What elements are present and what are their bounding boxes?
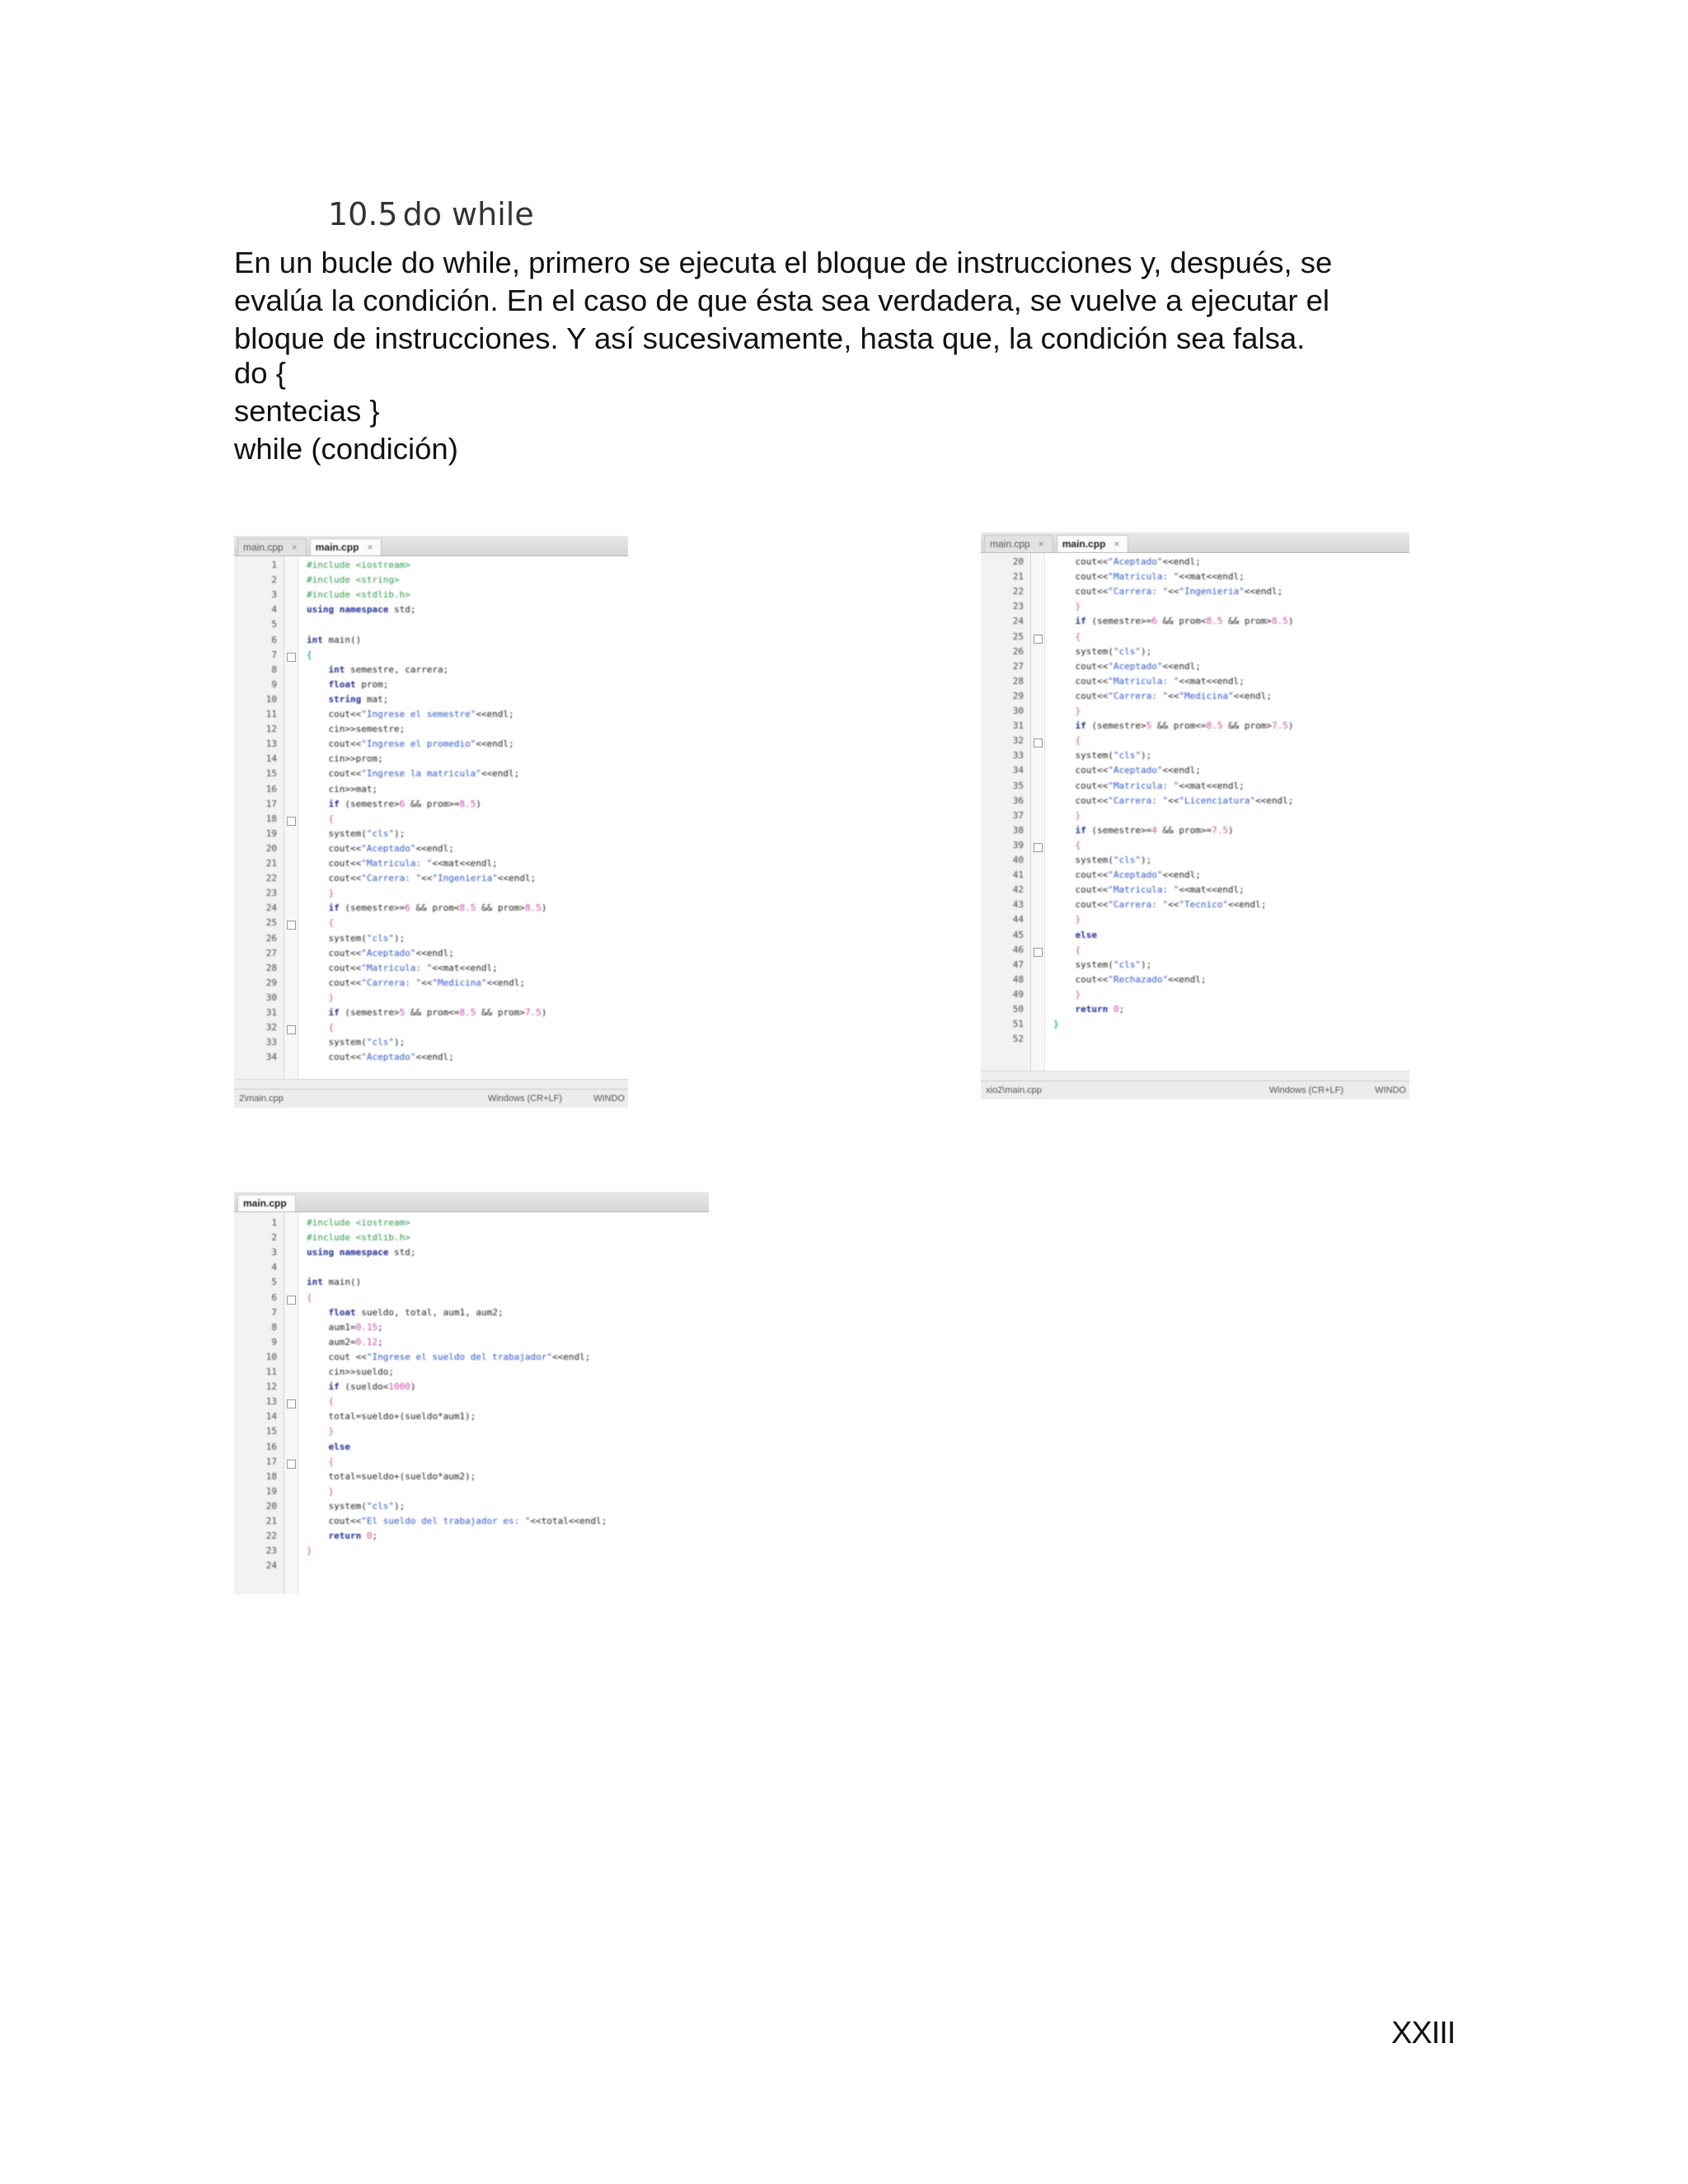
code-line: if (semestre>=6 && prom<8.5 && prom>8.5) (1053, 616, 1294, 627)
code-line: #include <stdlib.h> (307, 589, 410, 601)
line-number: 17 (265, 798, 277, 809)
line-number: 4 (271, 604, 277, 616)
line-number: 49 (1012, 988, 1024, 1000)
line-number: 1 (271, 560, 277, 570)
code-line: using namespace std; (307, 604, 416, 616)
fold-toggle-icon[interactable] (287, 1399, 296, 1408)
code-line: cin>>prom; (307, 753, 383, 765)
fold-margin (1031, 553, 1045, 1099)
line-number: 38 (1012, 824, 1024, 836)
line-number: 8 (271, 1321, 277, 1333)
line-number: 2 (271, 574, 277, 586)
line-number: 6 (271, 1291, 277, 1303)
code-line: string mat; (328, 693, 389, 705)
line-number: 36 (1012, 794, 1024, 806)
line-number: 32 (1012, 735, 1024, 747)
fold-toggle-icon[interactable] (287, 1296, 296, 1305)
close-icon[interactable]: × (367, 541, 373, 553)
line-number: 50 (1012, 1004, 1024, 1015)
line-number: 1 (271, 1217, 277, 1228)
close-icon[interactable]: × (1114, 538, 1120, 550)
line-number: 15 (265, 1426, 277, 1437)
code-line: } (1053, 988, 1081, 1000)
status-encoding: WINDO (593, 1094, 625, 1104)
code-line: return 0; (1053, 1004, 1125, 1015)
line-number: 16 (265, 1441, 277, 1452)
line-number: 41 (1012, 869, 1024, 881)
code-line: cout<<"Ingrese el semestre"<<endl; (307, 709, 514, 719)
line-number: 30 (265, 991, 277, 1003)
code-line: cin>>semestre; (307, 724, 406, 735)
editor-tab-bar (981, 532, 1409, 553)
status-bar (234, 1089, 628, 1108)
fold-toggle-icon[interactable] (287, 1460, 296, 1469)
code-line: } (307, 888, 335, 899)
code-line: cout<<"Ingrese la matricula"<<endl; (307, 768, 520, 780)
editor-body (234, 1212, 709, 1594)
code-line: } (1053, 809, 1081, 821)
line-number: 44 (1012, 914, 1024, 926)
line-number: 13 (265, 1396, 277, 1408)
code-line: aum2=0.12; (307, 1336, 383, 1347)
line-number: 8 (271, 663, 277, 675)
editor-body (981, 553, 1409, 1099)
paragraph-line: En un bucle do while, primero se ejecuta el bloque de instrucciones y, después, se (234, 246, 1333, 279)
code-line: { (307, 649, 312, 660)
code-line: if (semestre>5 && prom<=8.5 && prom>7.5) (307, 1007, 547, 1018)
code-line: cout<<"Matricula: "<<mat<<endl; (1053, 675, 1245, 687)
code-line: #include <stdlib.h> (307, 1232, 410, 1244)
code-line: cout<<"Rechazado"<<endl; (1053, 973, 1207, 985)
syntax-line: while (condición) (234, 432, 458, 466)
do-while-syntax (234, 354, 458, 468)
fold-margin (284, 556, 298, 1108)
code-line: using namespace std; (307, 1247, 416, 1258)
code-line: system("cls"); (307, 1500, 406, 1511)
line-number: 25 (1012, 630, 1024, 642)
line-number: 52 (1012, 1033, 1024, 1045)
code-line: return 0; (307, 1530, 378, 1542)
line-number: 22 (265, 1530, 277, 1542)
code-line: aum1=0.15; (307, 1321, 383, 1333)
line-number: 11 (265, 709, 277, 719)
line-number: 18 (265, 1470, 277, 1482)
code-line: cout<<"Matricula: "<<mat<<endl; (1053, 571, 1245, 583)
code-line: cout<<"Matricula: "<<mat<<endl; (1053, 884, 1245, 896)
line-number: 28 (1012, 675, 1024, 687)
editor-tab-active[interactable]: main.cpp × (310, 538, 382, 555)
ide-screenshot-top-right (981, 532, 1409, 1099)
code-line: if (sueldo<1000) (307, 1381, 416, 1393)
line-number: 23 (265, 888, 277, 899)
editor-tab[interactable]: main.cpp × (984, 535, 1053, 552)
syntax-line: do { (234, 356, 286, 390)
code-line: total=sueldo+(sueldo*aum2); (307, 1470, 476, 1482)
code-line: total=sueldo+(sueldo*aum1); (307, 1411, 476, 1422)
code-line: if (semestre>5 && prom<=8.5 && prom>7.5) (1053, 720, 1294, 732)
editor-tab-bar (234, 1192, 709, 1212)
code-line: cout <<"Ingrese el sueldo del trabajador"<<endl; (307, 1351, 591, 1362)
section-heading (328, 196, 534, 232)
line-number: 34 (1012, 765, 1024, 776)
code-line: { (1053, 630, 1081, 642)
line-number: 26 (1012, 645, 1024, 657)
line-number: 45 (1012, 929, 1024, 940)
line-number: 43 (1012, 899, 1024, 911)
line-number: 5 (271, 1277, 277, 1288)
code-line: { (307, 1455, 335, 1467)
line-number: 39 (1012, 839, 1024, 851)
code-line: if (semestre>=4 && prom>=7.5) (1053, 824, 1234, 836)
code-line: { (307, 1291, 312, 1303)
line-number: 33 (265, 1037, 277, 1048)
code-line: { (307, 917, 335, 929)
code-line: int semestre, carrera; (328, 663, 449, 675)
status-line-ending: Windows (CR+LF) (1268, 1085, 1343, 1095)
code-line: cout<<"Carrera: "<<"Ingenieria"<<endl; (307, 873, 537, 884)
line-number: 20 (265, 842, 277, 854)
line-number: 26 (265, 932, 277, 944)
line-number: 46 (1012, 944, 1024, 955)
line-number: 35 (1012, 780, 1024, 791)
fold-toggle-icon[interactable] (1034, 843, 1043, 852)
code-line: cin>>mat; (307, 783, 378, 794)
line-number: 14 (265, 1411, 277, 1422)
fold-toggle-icon[interactable] (287, 921, 296, 930)
code-line: cout<<"Aceptado"<<endl; (307, 842, 454, 854)
line-number: 6 (271, 634, 277, 645)
line-number: 7 (271, 649, 277, 660)
line-number: 3 (271, 1247, 277, 1258)
code-line: cout<<"Aceptado"<<endl; (1053, 765, 1201, 776)
fold-toggle-icon[interactable] (1034, 738, 1043, 748)
code-line: cout<<"Aceptado"<<endl; (1053, 660, 1201, 672)
status-file-path: 2\main.cpp (239, 1094, 284, 1104)
code-line: cout<<"Carrera: "<<"Ingenieria"<<endl; (1053, 586, 1283, 598)
page-number: XXIII (1391, 2016, 1456, 2050)
line-number: 12 (265, 724, 277, 735)
code-line: else (307, 1441, 350, 1452)
code-line: } (307, 991, 335, 1003)
code-line: cout<<"Carrera: "<<"Medicina"<<endl; (1053, 690, 1272, 701)
line-number: 31 (265, 1007, 277, 1018)
code-line: cout<<"Aceptado"<<endl; (1053, 869, 1201, 881)
editor-tab-active[interactable]: main.cpp × (1057, 535, 1129, 552)
paragraph-line: evalúa la condición. En el caso de que ésta sea verdadera, se vuelve a ejecutar el (234, 284, 1330, 317)
code-area[interactable] (298, 1212, 709, 1594)
code-line: } (307, 1545, 312, 1557)
line-number: 19 (265, 827, 277, 839)
line-number: 19 (265, 1485, 277, 1497)
code-line: float sueldo, total, aum1, aum2; (328, 1306, 504, 1318)
editor-body (234, 556, 628, 1108)
line-number: 27 (1012, 660, 1024, 672)
line-number: 28 (265, 962, 277, 973)
code-line: cout<<"Carrera: "<<"Licenciatura"<<endl; (1053, 794, 1294, 806)
line-number: 31 (1012, 720, 1024, 732)
line-number: 24 (265, 1560, 277, 1572)
code-line: } (307, 1485, 335, 1497)
code-line: else (1053, 929, 1097, 940)
code-line: #include <iostream> (307, 1217, 410, 1228)
line-number: 51 (1012, 1019, 1024, 1030)
code-line: { (1053, 944, 1081, 955)
editor-tab[interactable]: main.cpp × (237, 538, 307, 555)
line-number: 9 (271, 1336, 277, 1347)
code-line: { (307, 813, 335, 824)
code-line: system("cls"); (307, 827, 406, 839)
code-line: cout<<"Carrera: "<<"Medicina"<<endl; (307, 977, 525, 988)
code-line: } (1053, 1019, 1059, 1030)
line-number: 34 (265, 1052, 277, 1063)
line-number: 14 (265, 753, 277, 765)
line-number: 18 (265, 813, 277, 824)
line-number: 10 (265, 693, 277, 705)
code-line: cout<<"Carrera: "<<"Tecnico"<<endl; (1053, 899, 1267, 911)
code-line: system("cls"); (1053, 958, 1152, 970)
line-number: 40 (1012, 855, 1024, 865)
code-line: } (307, 1426, 335, 1437)
line-number: 13 (265, 738, 277, 750)
code-line: int main() (307, 634, 362, 645)
code-line: cout<<"Aceptado"<<endl; (1053, 556, 1201, 567)
code-line: } (1053, 914, 1081, 926)
ide-screenshot-top-left (234, 536, 628, 1108)
intro-paragraph (234, 244, 1470, 358)
line-number: 29 (265, 977, 277, 988)
line-number: 4 (271, 1262, 277, 1273)
code-line: cout<<"Aceptado"<<endl; (307, 1052, 454, 1063)
line-number: 21 (265, 1516, 277, 1526)
line-number: 24 (265, 902, 277, 914)
code-line: cout<<"Matricula: "<<mat<<endl; (307, 858, 498, 869)
code-line: system("cls"); (1053, 645, 1152, 657)
line-number: 16 (265, 783, 277, 794)
line-number: 33 (1012, 750, 1024, 762)
code-line: if (semestre>6 && prom>=8.5) (307, 798, 481, 809)
code-line: cin>>sueldo; (307, 1366, 394, 1377)
status-file-path: xio2\main.cpp (986, 1085, 1042, 1095)
code-area[interactable] (1045, 553, 1409, 1099)
line-number: 21 (265, 858, 277, 869)
code-line: int main() (307, 1277, 362, 1288)
line-number: 11 (265, 1366, 277, 1377)
code-line: cout<<"Ingrese el promedio"<<endl; (307, 738, 514, 750)
code-line: cout<<"Matricula: "<<mat<<endl; (307, 962, 498, 973)
line-number: 22 (1012, 586, 1024, 598)
code-line: } (1053, 705, 1081, 716)
line-number: 32 (265, 1022, 277, 1033)
line-number: 29 (1012, 690, 1024, 701)
code-line: system("cls"); (307, 932, 406, 944)
line-number: 27 (265, 947, 277, 958)
line-number: 7 (271, 1306, 277, 1318)
code-line: system("cls"); (1053, 855, 1152, 865)
code-line: { (1053, 735, 1081, 747)
line-number: 22 (265, 873, 277, 884)
close-icon[interactable]: × (291, 541, 298, 553)
code-line: { (1053, 839, 1081, 851)
line-number-gutter (981, 553, 1031, 1099)
line-number: 23 (265, 1545, 277, 1557)
status-encoding: WINDO (1375, 1085, 1406, 1095)
code-line: cout<<"Matricula: "<<mat<<endl; (1053, 780, 1245, 791)
section-title: do while (402, 196, 534, 232)
line-number: 20 (265, 1500, 277, 1511)
code-line: { (307, 1396, 335, 1408)
line-number: 23 (1012, 601, 1024, 612)
line-number: 42 (1012, 884, 1024, 896)
line-number: 15 (265, 768, 277, 780)
line-number-gutter (234, 556, 284, 1108)
line-number: 24 (1012, 616, 1024, 627)
line-number: 20 (1012, 556, 1024, 567)
code-line: cout<<"Aceptado"<<endl; (307, 947, 454, 958)
section-number: 10.5 (328, 196, 398, 232)
line-number: 17 (265, 1455, 277, 1467)
close-icon[interactable]: × (1038, 538, 1044, 550)
fold-toggle-icon[interactable] (1034, 635, 1043, 644)
line-number: 48 (1012, 973, 1024, 985)
fold-toggle-icon[interactable] (287, 1025, 296, 1034)
status-line-ending: Windows (CR+LF) (487, 1094, 562, 1104)
line-number: 5 (271, 619, 277, 630)
line-number: 25 (265, 917, 277, 929)
fold-toggle-icon[interactable] (1034, 948, 1043, 957)
line-number: 21 (1012, 571, 1024, 583)
paragraph-line: bloque de instrucciones. Y así sucesivamente, hasta que, la condición sea falsa. (234, 321, 1306, 355)
code-area[interactable] (298, 556, 628, 1108)
fold-toggle-icon[interactable] (287, 653, 296, 662)
fold-margin (284, 1212, 298, 1594)
code-line: #include <string> (307, 574, 400, 586)
code-line: { (307, 1022, 335, 1033)
line-number: 47 (1012, 958, 1024, 970)
editor-tab-active[interactable]: main.cpp (237, 1194, 296, 1212)
line-number: 30 (1012, 705, 1024, 716)
code-line: if (semestre>=6 && prom<8.5 && prom>8.5) (307, 902, 547, 914)
code-line: system("cls"); (1053, 750, 1152, 762)
syntax-line: sentecias } (234, 394, 380, 428)
code-line: cout<<"El sueldo del trabajador es: "<<total<<endl; (307, 1516, 607, 1526)
code-line: system("cls"); (307, 1037, 406, 1048)
line-number: 12 (265, 1381, 277, 1393)
line-number: 3 (271, 589, 277, 601)
code-line: } (1053, 601, 1081, 612)
fold-toggle-icon[interactable] (287, 817, 296, 826)
code-line: #include <iostream> (307, 560, 410, 570)
editor-tab-bar (234, 536, 628, 556)
line-number: 37 (1012, 809, 1024, 821)
status-bar (981, 1080, 1409, 1099)
line-number: 2 (271, 1232, 277, 1244)
ide-screenshot-bottom-left (234, 1192, 709, 1594)
code-line: float prom; (328, 678, 389, 690)
line-number: 10 (265, 1351, 277, 1362)
line-number-gutter (234, 1212, 284, 1594)
line-number: 9 (271, 678, 277, 690)
